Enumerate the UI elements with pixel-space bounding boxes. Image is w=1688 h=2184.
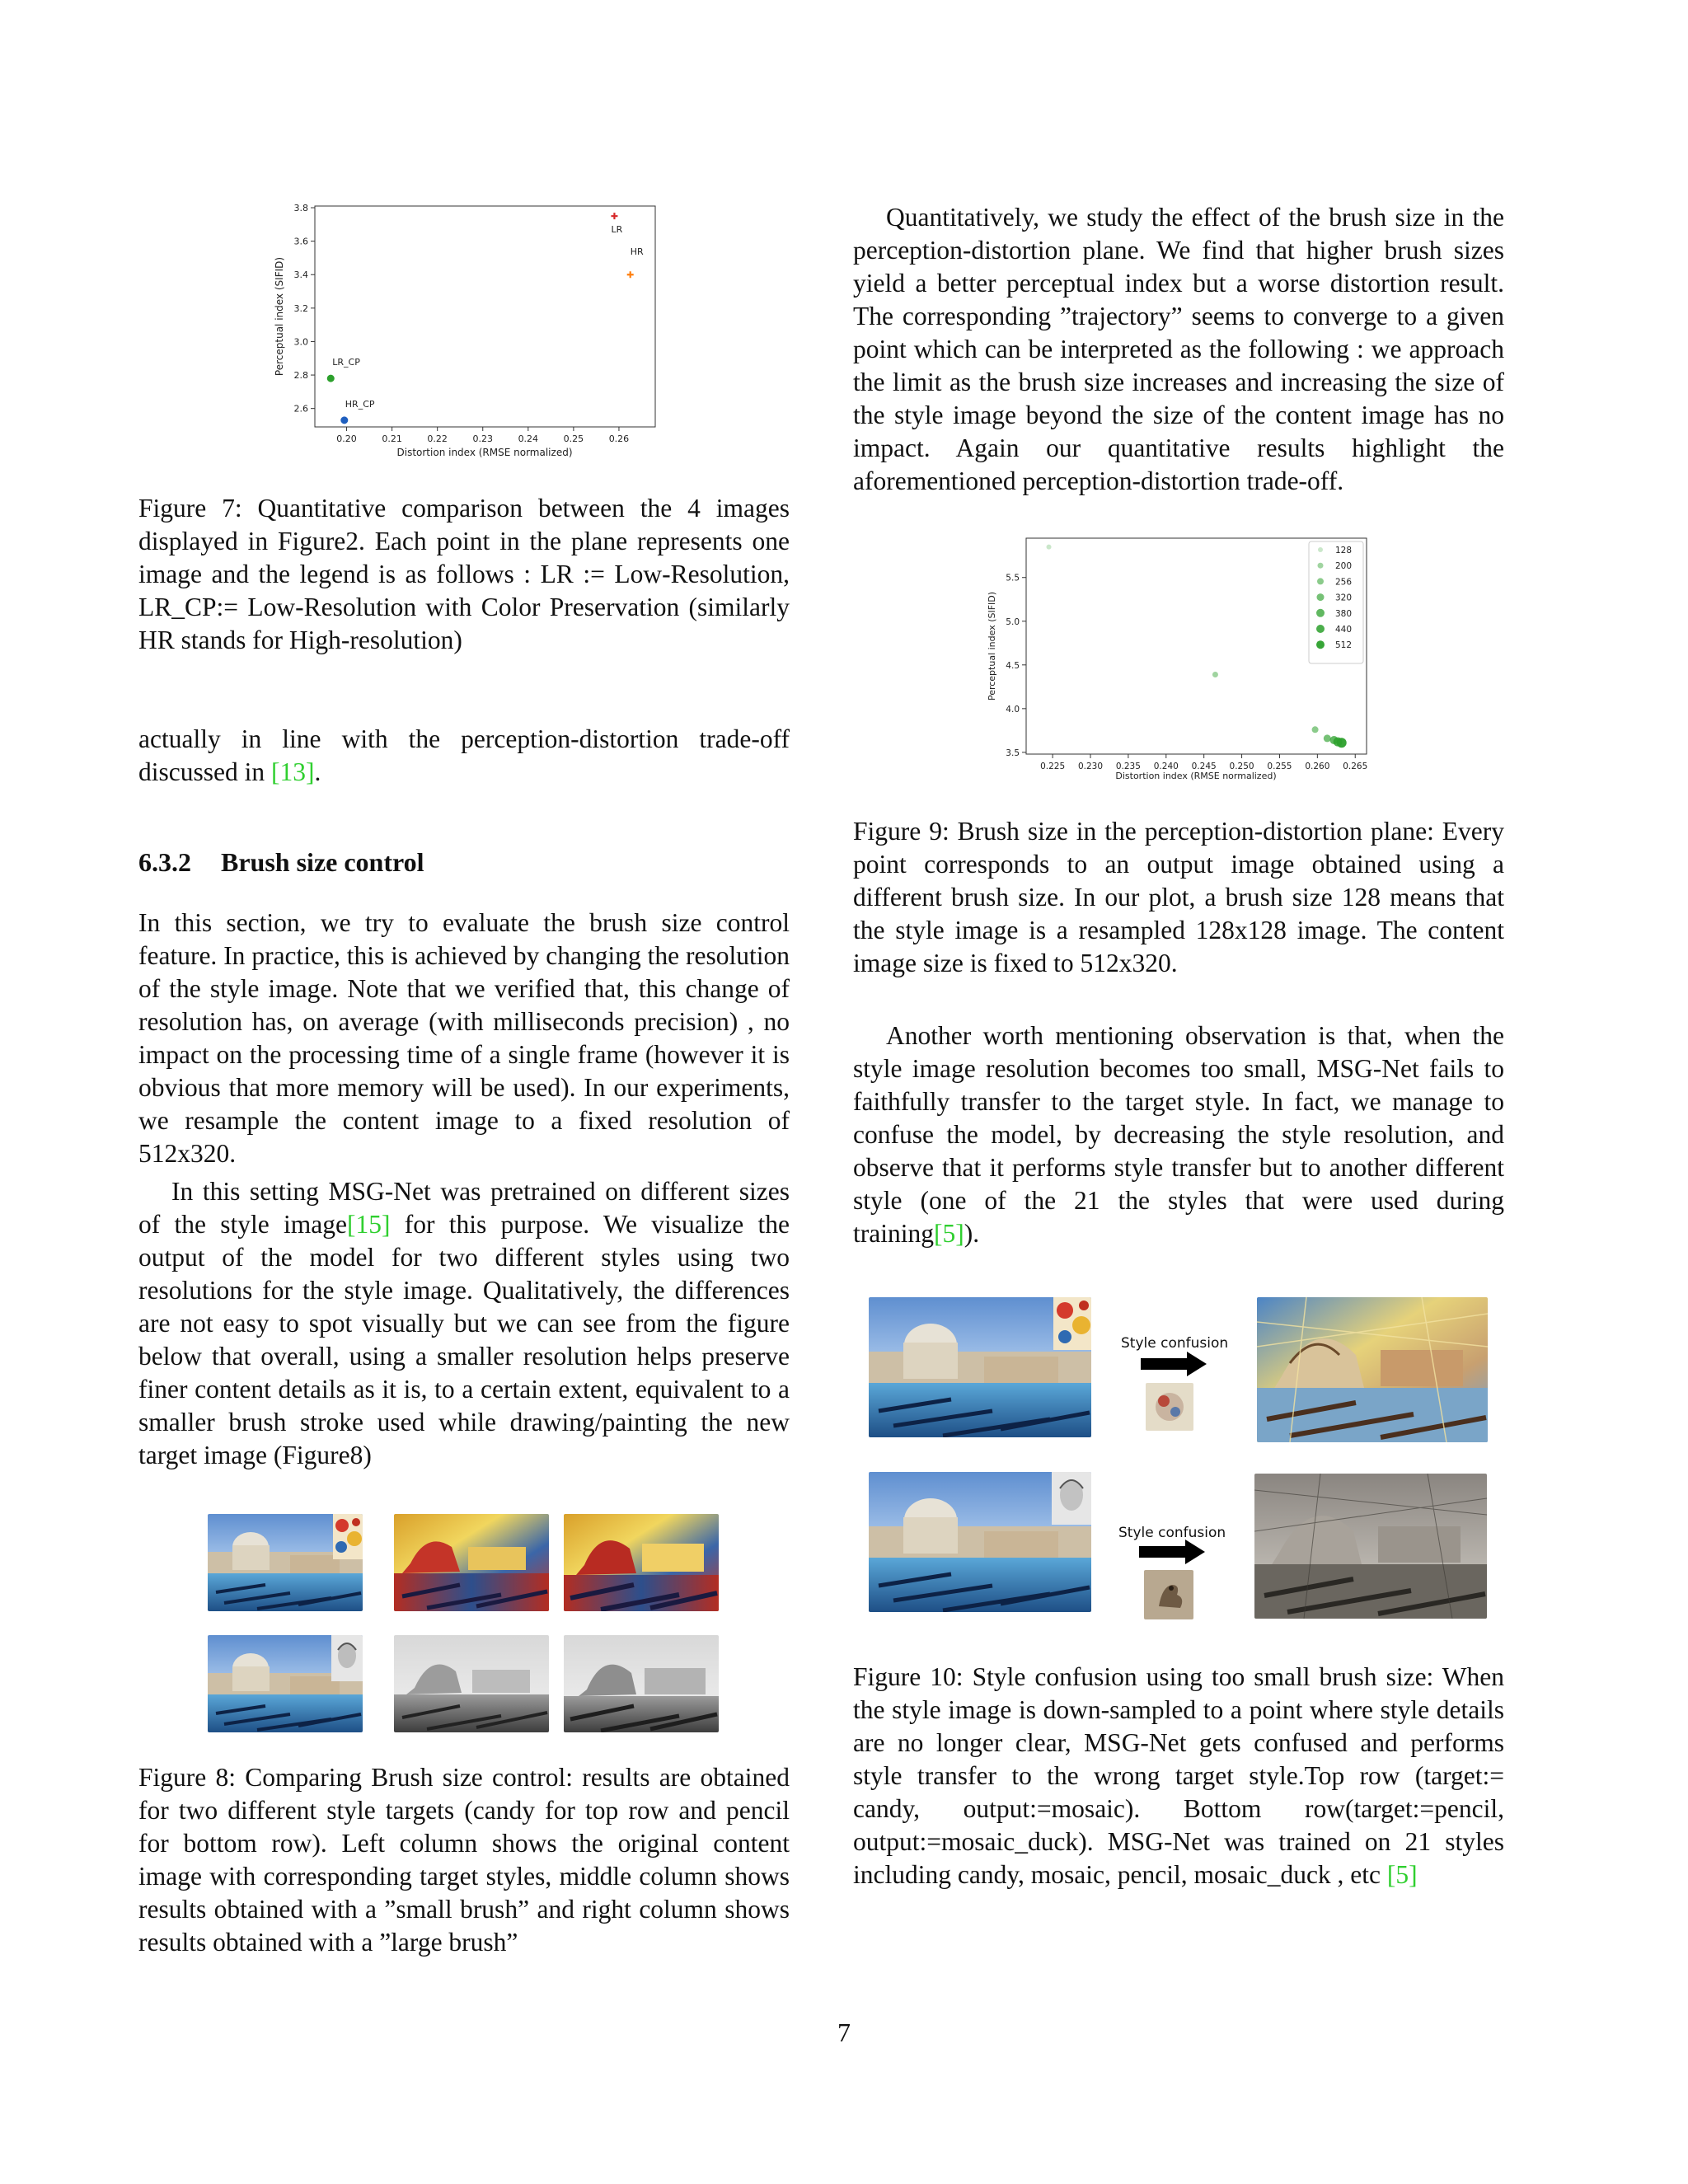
citation-5-caption[interactable]: [5] xyxy=(1386,1860,1418,1889)
legend-label-128: 128 xyxy=(1335,546,1353,555)
fig7-ylabel: Perceptual index (SIFID) xyxy=(274,256,285,377)
x-tick-label: 0.260 xyxy=(1305,762,1330,771)
y-tick-label: 4.5 xyxy=(1006,660,1020,671)
paragraph-style-confusion xyxy=(853,1019,1504,1250)
fig7-plot-frame xyxy=(315,206,655,427)
pencil-style-thumb xyxy=(331,1635,363,1681)
fig8-content-pencil-image xyxy=(208,1635,363,1732)
arrow-right-icon xyxy=(1139,1540,1205,1564)
point-label-lr_cp: LR_CP xyxy=(332,357,360,368)
figure-7-scatter-chart xyxy=(268,198,663,470)
style-confusion-label-bottom: Style confusion xyxy=(1118,1525,1226,1541)
paragraph-brush-intro: In this section, we try to evaluate the brush size control feature. In practice, this is achieved by changing the resolution of the style image. Note that we verified that, this change of resolution has, on average (with milliseconds precision) , no impact on the processing time of a single frame (however it is obvious that more memory will be used). In our experiments, we resample the content image to a fixed resolution of 512x320. xyxy=(138,908,790,1168)
point-brush-200 xyxy=(1212,672,1218,677)
confusion-text-a: Another worth mentioning observation is that, when the style image resolution becomes too small, MSG-Net fails to faithfully transfer to the target style. In fact, we manage to confuse the model, by decreasing the style resolution, and observe that it performs style transfer but to another different style (one of the 21 the styles that were used during training xyxy=(853,1021,1504,1248)
y-tick-label: 3.8 xyxy=(293,203,308,214)
point-brush-320 xyxy=(1324,734,1331,742)
fig9-xlabel: Distortion index (RMSE normalized) xyxy=(1115,771,1277,781)
x-tick-label: 0.235 xyxy=(1115,762,1141,771)
x-tick-label: 0.23 xyxy=(472,434,493,444)
y-tick-label: 3.6 xyxy=(293,236,308,247)
y-tick-label: 3.5 xyxy=(1006,748,1020,758)
style-confusion-label-top: Style confusion xyxy=(1121,1335,1229,1352)
paragraph-msg-net-sizes xyxy=(138,1175,790,1472)
y-tick-label: 5.5 xyxy=(1006,573,1020,583)
x-tick-label: 0.255 xyxy=(1267,762,1292,771)
legend-label-320: 320 xyxy=(1335,593,1353,603)
point-lr_cp xyxy=(327,375,335,382)
point-label-hr_cp: HR_CP xyxy=(345,398,375,410)
fig7-xlabel: Distortion index (RMSE normalized) xyxy=(396,447,573,458)
page-number: 7 xyxy=(837,2018,851,2047)
arrow-right-icon xyxy=(1141,1352,1207,1376)
x-tick-label: 0.22 xyxy=(427,434,448,444)
x-tick-label: 0.25 xyxy=(563,434,584,444)
y-tick-label: 3.4 xyxy=(293,269,308,281)
fig10-mosaic-output-image xyxy=(1257,1297,1488,1442)
y-tick-label: 2.8 xyxy=(293,370,308,382)
y-tick-label: 4.0 xyxy=(1006,704,1020,715)
section-heading-brush-size xyxy=(138,847,424,878)
trade-off-text: actually in line with the perception-distortion trade-off discussed in xyxy=(138,724,790,786)
y-tick-label: 3.0 xyxy=(293,336,308,348)
legend-marker-320 xyxy=(1317,593,1325,601)
candy-style-thumb xyxy=(1053,1297,1091,1350)
point-label-hr: HR xyxy=(630,246,644,258)
fig10-downsampled-candy-thumb xyxy=(1146,1383,1193,1431)
trade-off-end: . xyxy=(314,757,321,786)
figure-7-caption: Figure 7: Quantitative comparison between the 4 images displayed in Figure2. Each point in the plane represents one image and the legend is as follows : LR := Low-Resolution, LR_CP:= Low-Resolution with Color Preservation (similarly HR stands for High-resolution) xyxy=(138,494,790,654)
point-lr xyxy=(611,213,617,219)
confusion-text-b: ). xyxy=(964,1219,980,1248)
legend-marker-440 xyxy=(1316,625,1325,633)
x-tick-label: 0.230 xyxy=(1077,762,1104,771)
section-title: Brush size control xyxy=(221,847,424,877)
msg-net-text-a: In this setting MSG-Net was pretrained on different sizes of the style image xyxy=(138,1177,790,1239)
paragraph-quantitative-brush: Quantitatively, we study the effect of the brush size in the perception-distortion plane. We find that higher brush sizes yield a better perceptual index but a worse distortion result. The corresponding ”trajectory” seems to converge to a given point which can be interpreted as the following : we approach the limit as the brush size increases and increasing the size of the style image beyond the size of the content image has no impact. Again our quantitative results highlight the aforementioned perception-distortion trade-off. xyxy=(853,203,1504,495)
legend-label-380: 380 xyxy=(1335,608,1353,619)
fig9-points xyxy=(1047,545,1347,748)
x-tick-label: 0.245 xyxy=(1191,762,1217,771)
citation-13[interactable]: [13] xyxy=(271,757,315,786)
fig8-candy-large-brush-image xyxy=(564,1514,719,1611)
x-tick-label: 0.265 xyxy=(1343,762,1368,771)
figure-10-caption xyxy=(853,1661,1504,1891)
x-tick-label: 0.26 xyxy=(608,434,630,444)
x-tick-label: 0.24 xyxy=(518,434,539,444)
figure-8-caption: Figure 8: Comparing Brush size control: results are obtained for two different style targets (candy for top row and pencil for bottom row). Left column shows the original content image with corresponding target styles, middle column shows results obtained with a ”small brush” and right column shows results obtained with a ”large brush” xyxy=(138,1763,790,1957)
legend-marker-128 xyxy=(1318,547,1323,552)
candy-style-thumb xyxy=(333,1514,363,1559)
legend-marker-256 xyxy=(1317,578,1324,584)
y-tick-label: 5.0 xyxy=(1006,616,1020,627)
fig8-pencil-large-brush-image xyxy=(564,1635,719,1732)
citation-15[interactable]: [15] xyxy=(346,1210,391,1239)
x-tick-label: 0.250 xyxy=(1229,762,1254,771)
x-tick-label: 0.21 xyxy=(382,434,402,444)
y-tick-label: 2.6 xyxy=(293,403,308,415)
fig8-pencil-small-brush-image xyxy=(394,1635,549,1732)
section-number: 6.3.2 xyxy=(138,847,191,877)
point-hr xyxy=(627,271,634,278)
figure-10-style-confusion xyxy=(865,1294,1492,1624)
fig10-caption-text: Figure 10: Style confusion using too small brush size: When the style image is down-sampled to a point where style details are no longer clear, MSG-Net gets confused and performs style transfer to the wrong target style.Top row (target:= candy, output:=mosaic). Bottom row(target:=pencil, output:=mosaic_duck). MSG-Net was trained on 21 styles including candy, mosaic, pencil, mosaic_duck , etc xyxy=(853,1662,1504,1889)
msg-net-text-b: for this purpose. We visualize the output of the model for two different styles using two resolutions for the style image. Qualitatively, the differences are not easy to spot visually but we can see from the figure below that overall, using a smaller resolution helps preserve finer content details as it is, to a certain extent, equivalent to a smaller brush stroke used while drawing/painting the new target image (Figure8) xyxy=(138,1210,790,1469)
pencil-style-thumb xyxy=(1052,1472,1091,1525)
fig8-content-candy-image xyxy=(208,1514,363,1611)
legend-label-440: 440 xyxy=(1335,625,1353,635)
fig10-content-candy-image xyxy=(869,1297,1091,1437)
fig9-ylabel: Perceptual index (SIFID) xyxy=(987,591,997,701)
paragraph-trade-off xyxy=(138,723,790,789)
fig8-candy-small-brush-image xyxy=(394,1514,549,1611)
legend-label-256: 256 xyxy=(1335,577,1353,588)
fig10-downsampled-pencil-thumb xyxy=(1144,1570,1193,1619)
fig7-axes xyxy=(294,203,630,444)
point-label-lr: LR xyxy=(611,224,623,236)
y-tick-label: 3.2 xyxy=(293,302,308,314)
figure-8-image-grid xyxy=(208,1514,719,1732)
figure-9-scatter-chart xyxy=(981,532,1376,787)
x-tick-label: 0.240 xyxy=(1153,762,1179,771)
legend-label-200: 200 xyxy=(1335,561,1353,572)
figure-9-caption: Figure 9: Brush size in the perception-distortion plane: Every point corresponds to an output image obtained using a different brush size. In our plot, a brush size 128 means that the style image is a resampled 128x128 image. The content image size is fixed to 512x320. xyxy=(853,817,1504,977)
fig10-content-pencil-image xyxy=(869,1472,1091,1612)
legend-marker-200 xyxy=(1318,563,1324,569)
x-tick-label: 0.225 xyxy=(1040,762,1066,771)
legend-label-512: 512 xyxy=(1335,640,1353,651)
citation-5[interactable]: [5] xyxy=(933,1219,964,1248)
point-brush-512 xyxy=(1337,738,1347,748)
point-brush-128 xyxy=(1047,545,1052,550)
fig9-legend xyxy=(1309,541,1363,663)
fig7-points xyxy=(327,213,644,424)
point-hr_cp xyxy=(340,416,348,424)
legend-marker-380 xyxy=(1316,609,1325,617)
legend-marker-512 xyxy=(1316,640,1325,649)
point-brush-256 xyxy=(1312,726,1319,733)
fig10-mosaic-duck-output-image xyxy=(1254,1474,1487,1619)
x-tick-label: 0.20 xyxy=(336,434,357,444)
